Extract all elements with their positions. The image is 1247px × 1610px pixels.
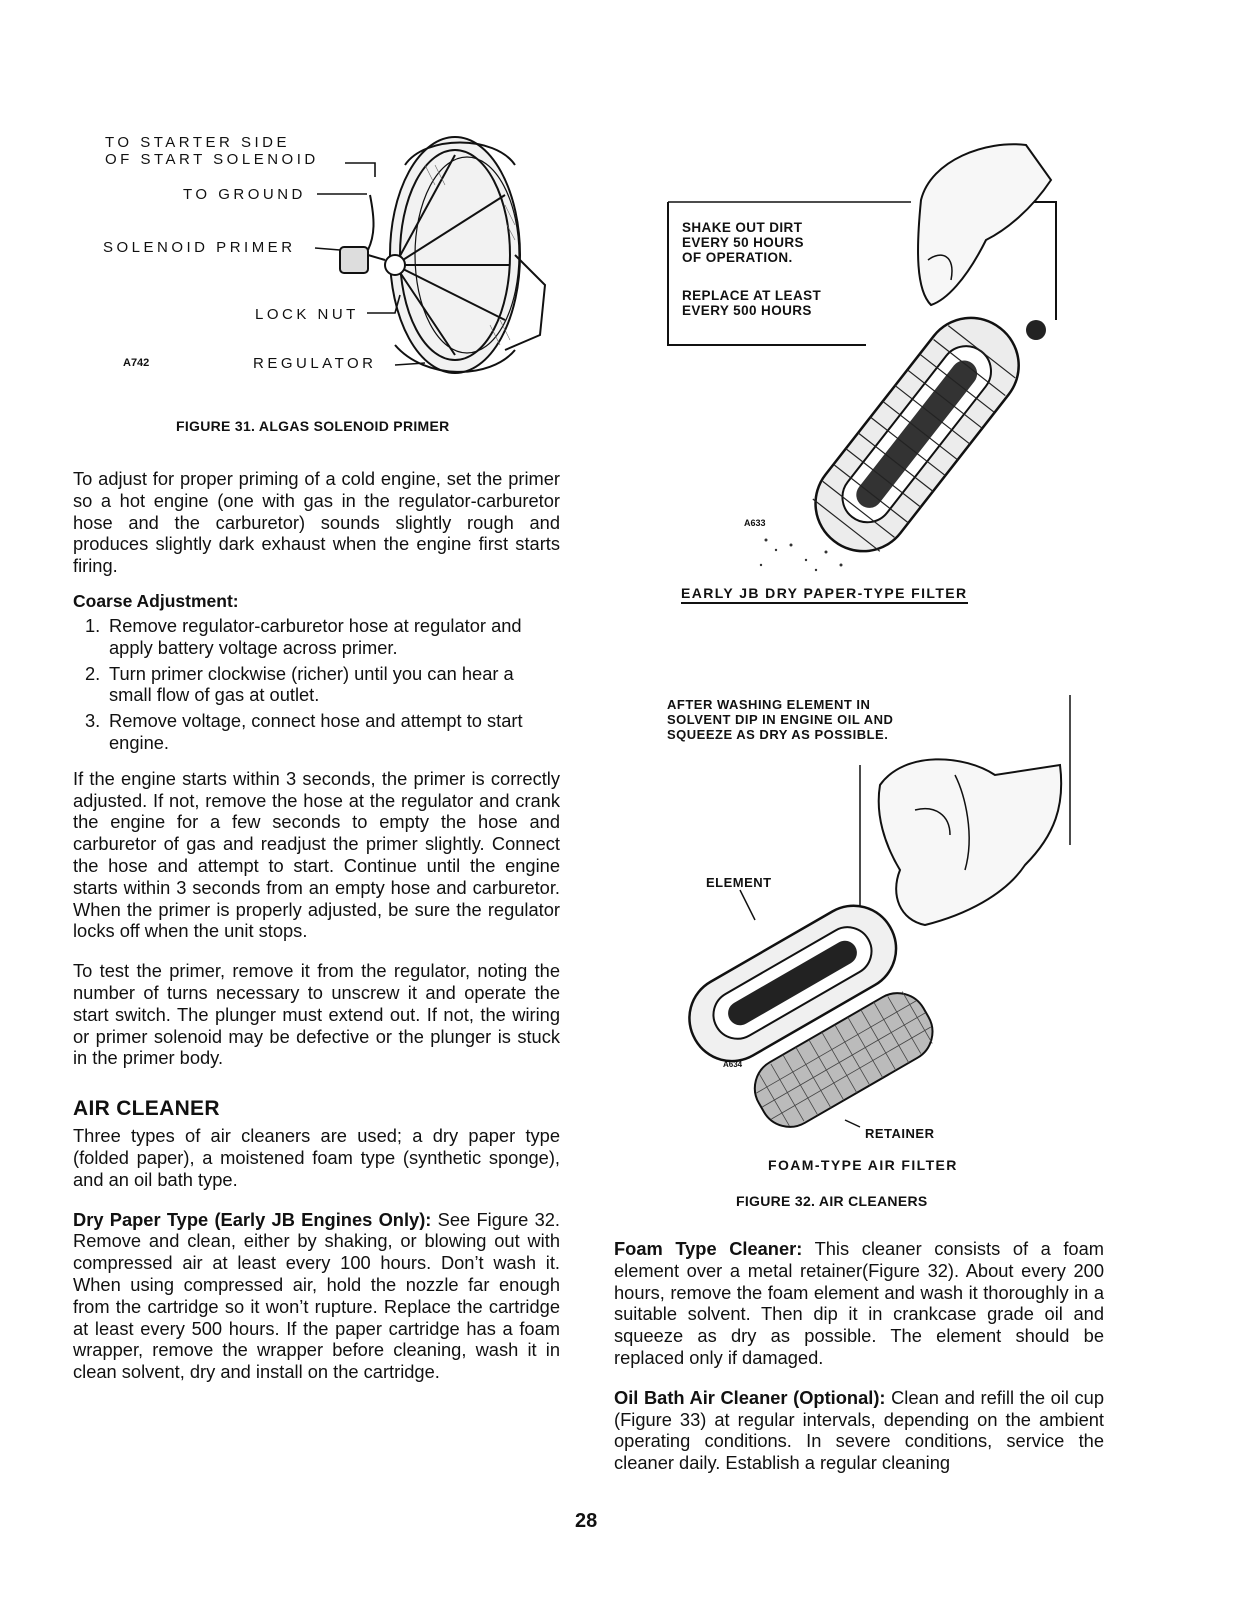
- right-column: [614, 1238, 1104, 1474]
- figure-32-dry-filter: [666, 140, 1061, 595]
- dry-paper-paragraph: [73, 1209, 560, 1383]
- dry-filter-illustration: [666, 140, 1061, 595]
- foam-text: This cleaner consists of a foam element over a metal retainer(Figure 32). About every 200 hours, remove the foam element and wash it thoroughly in a suitable solvent. Then dip it in crankcase grade oil and squeeze as dry as possible. The element should be replaced only if damaged.: [614, 1238, 1104, 1368]
- dry-paper-text: See Figure 32. Remove and clean, either by shaking, or blowing out with compressed air at least every 100 hours. Don’t wash it. When using compressed air, hold the nozzle far enough from the cartridge so it won’t rupture. Replace the cartridge at least every 500 hours. If the paper cartridge has a foam wrapper, remove the wrapper before cleaning, wash it in clean solvent, dry and install on the cartridge.: [73, 1208, 560, 1383]
- left-column: [73, 468, 560, 1383]
- page-number: 28: [575, 1510, 598, 1532]
- figure-code-bottom: A634: [723, 1060, 743, 1069]
- oil-bath-paragraph: [614, 1387, 1104, 1474]
- air-cleaner-heading: AIR CLEANER: [73, 1097, 220, 1121]
- step-number: 3.: [85, 710, 101, 732]
- step-text: Remove regulator-carburetor hose at regulator and apply battery voltage across primer.: [109, 614, 522, 658]
- retainer-label: RETAINER: [865, 1126, 935, 1141]
- shake-out-note: SHAKE OUT DIRT EVERY 50 HOURS OF OPERATION.: [682, 220, 804, 265]
- foam-heading: Foam Type Cleaner:: [614, 1238, 803, 1259]
- figure-code-top: A633: [744, 518, 766, 528]
- step-number: 2.: [85, 662, 101, 684]
- list-item: [73, 710, 560, 754]
- intro-paragraph: To adjust for proper priming of a cold engine, set the primer so a hot engine (one with gas in the regulator-carburetor hose and the carburetor) sounds slightly rough and produces slightly dark exhaust when the engine first starts firing.: [73, 468, 560, 577]
- wash-note: AFTER WASHING ELEMENT IN SOLVENT DIP IN ENGINE OIL AND SQUEEZE AS DRY AS POSSIBLE.: [667, 697, 894, 742]
- step-text: Remove voltage, connect hose and attempt to start engine.: [109, 710, 523, 753]
- test-paragraph: To test the primer, remove it from the regulator, noting the number of turns necessary to unscrew it and operate the start switch. The plunger must extend out. If not, the wiring or primer solenoid may be defective or the plunger is stuck in the primer body.: [73, 960, 560, 1069]
- figure-31-caption: FIGURE 31. ALGAS SOLENOID PRIMER: [176, 418, 450, 434]
- list-item: [73, 663, 560, 707]
- label-lock-nut: LOCK NUT: [255, 306, 359, 323]
- step-number: 1.: [85, 614, 101, 636]
- coarse-adjustment-heading: Coarse Adjustment:: [73, 590, 239, 611]
- foam-filter-label: FOAM-TYPE AIR FILTER: [768, 1157, 958, 1173]
- figure-32-foam-filter: [665, 695, 1075, 1150]
- figure-32-caption: FIGURE 32. AIR CLEANERS: [736, 1193, 928, 1209]
- foam-paragraph: [614, 1238, 1104, 1369]
- label-ground: TO GROUND: [183, 186, 306, 203]
- dry-paper-heading: Dry Paper Type (Early JB Engines Only):: [73, 1208, 432, 1230]
- figure-31: [95, 125, 565, 395]
- label-solenoid-primer: SOLENOID PRIMER: [103, 239, 296, 256]
- label-starter-side: TO STARTER SIDE OF START SOLENOID: [105, 134, 319, 168]
- figure-code: A742: [123, 357, 150, 369]
- element-label: ELEMENT: [706, 875, 772, 890]
- oil-bath-text: Clean and refill the oil cup (Figure 33) at regular intervals, depending on the ambient operating conditions. In severe conditions, service the cleaner daily. Establish a regular cleaning: [614, 1386, 1104, 1474]
- air-cleaner-intro: Three types of air cleaners are used; a dry paper type (folded paper), a moistened foam type (synthetic sponge), and an oil bath type.: [73, 1125, 560, 1190]
- oil-bath-heading: Oil Bath Air Cleaner (Optional):: [614, 1386, 886, 1408]
- label-regulator: REGULATOR: [253, 355, 377, 372]
- replace-note: REPLACE AT LEAST EVERY 500 HOURS: [682, 288, 822, 318]
- adjusted-paragraph: If the engine starts within 3 seconds, the primer is correctly adjusted. If not, remove the hose at the regulator and crank the engine for a few seconds to empty the hose and carburetor of gas and readjust the primer slightly. Connect the hose and attempt to start. Continue until the engine starts within 3 seconds from an empty hose and carburetor. When the primer is properly adjusted, be sure the regulator locks off when the unit stops.: [73, 767, 560, 942]
- list-item: [73, 615, 560, 659]
- adjustment-steps: [73, 615, 560, 754]
- early-filter-label: EARLY JB DRY PAPER-TYPE FILTER: [681, 585, 968, 604]
- step-text: Turn primer clockwise (richer) until you can hear a small flow of gas at outlet.: [109, 662, 514, 706]
- foam-filter-illustration: [665, 695, 1075, 1150]
